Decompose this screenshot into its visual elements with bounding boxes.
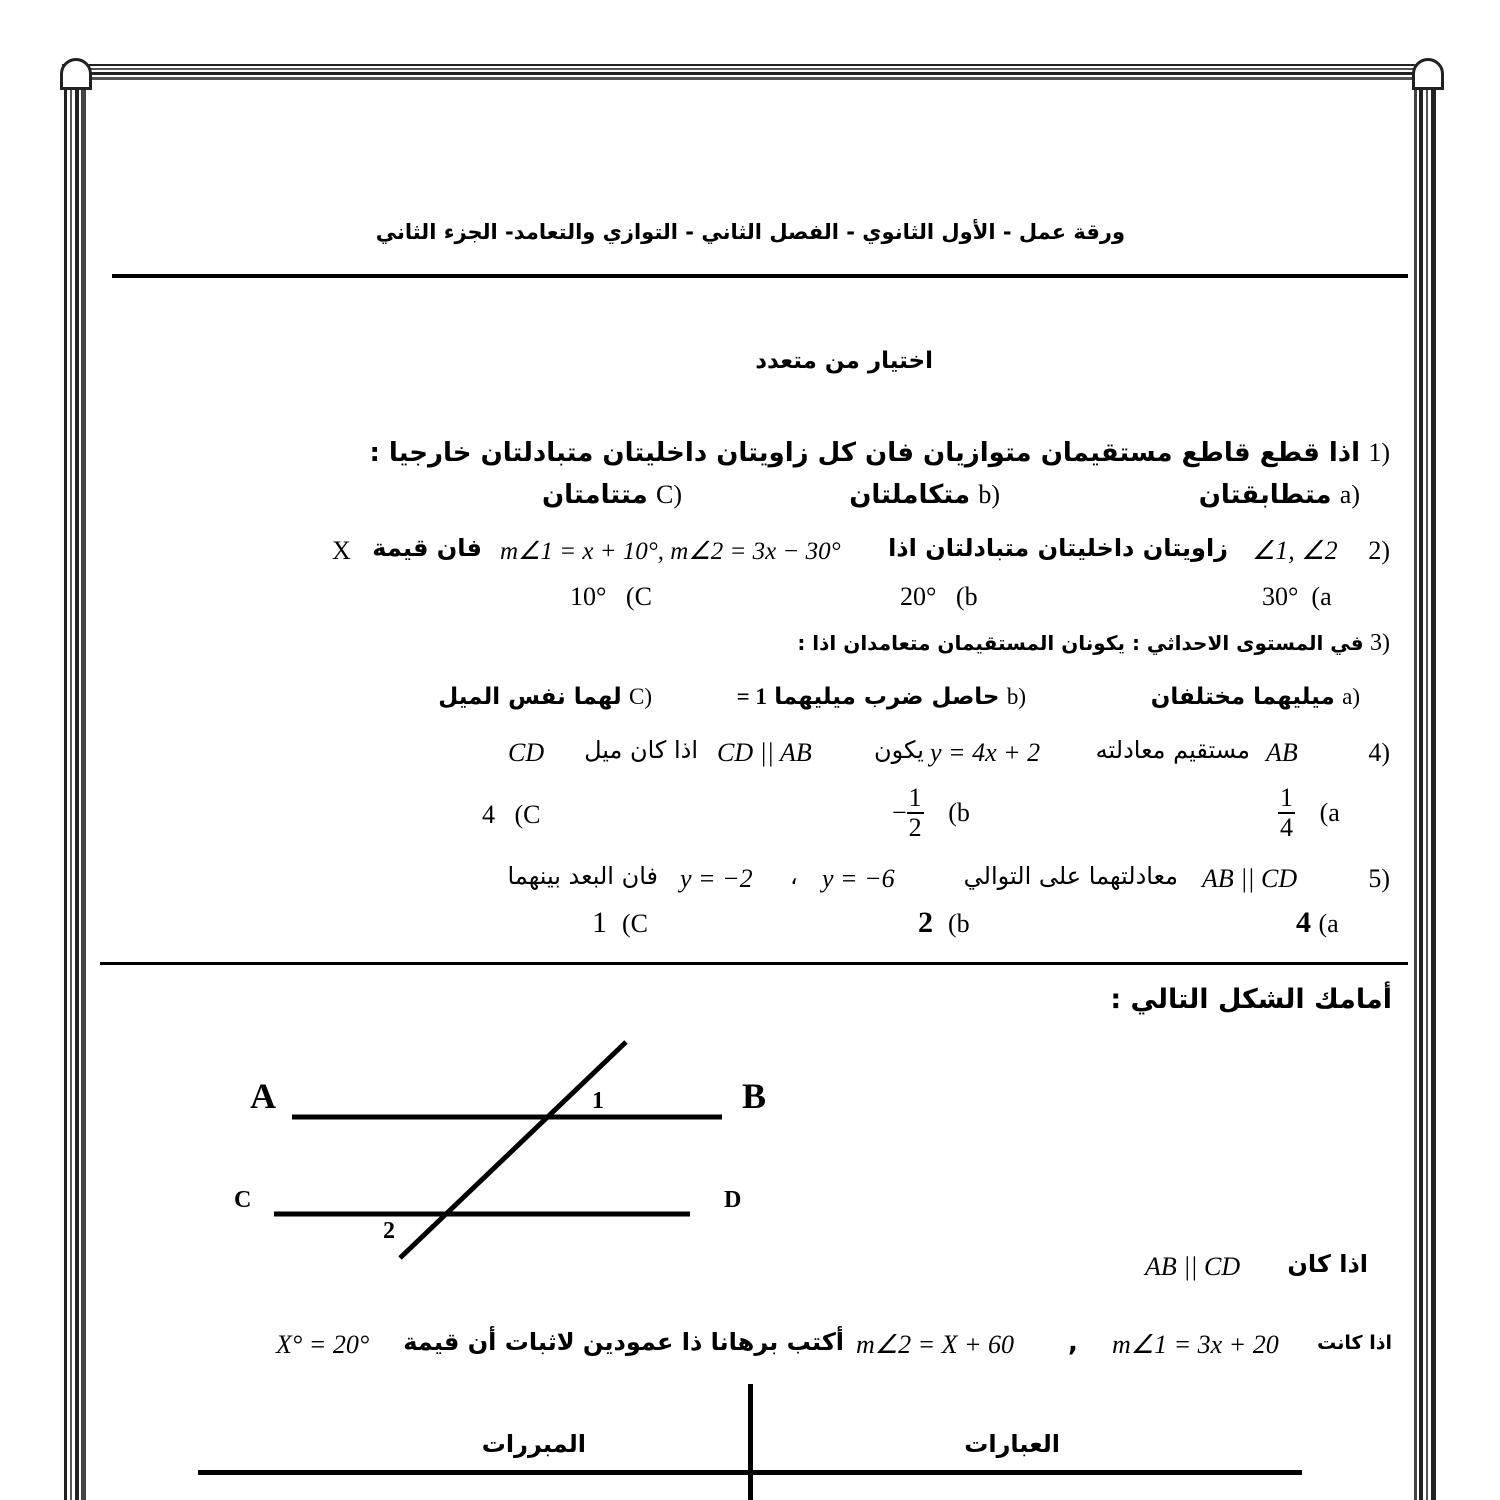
q2-equation: m∠1 = x + 10°, m∠2 = 3x − 30° — [500, 538, 841, 565]
q2-option-c: 10° (C — [570, 582, 652, 611]
q2-option-a: 30° (a — [1262, 582, 1332, 611]
q4-ab: AB — [1266, 738, 1298, 767]
q2-text-find: فان قيمة — [372, 534, 482, 562]
q4-equation: y = 4x + 2 — [930, 738, 1041, 767]
question-3: 3) في المستوى الاحداثي : يكونان المستقيمان متعامدان اذا : — [797, 630, 1390, 656]
question-number: 2) — [1368, 536, 1390, 565]
q1-option-b: b) متكاملتان — [849, 480, 1000, 510]
fraction: $\frac{1}{2}$ — [908, 783, 922, 842]
page-border-right — [1414, 64, 1436, 1500]
question-number: 4) — [1368, 738, 1390, 767]
q5-option-c: 1 (C — [592, 906, 648, 939]
q2-angles: ∠1, ∠2 — [1252, 536, 1338, 565]
proof-comma: , — [1068, 1328, 1078, 1358]
q4-text3: اذا كان ميل — [584, 736, 698, 764]
label-c: C — [234, 1187, 252, 1213]
angle-1-label: 1 — [592, 1088, 604, 1114]
q5-option-b: 2 (b — [918, 906, 970, 939]
q3-option-b: b) حاصل ضرب ميليهما = 1 — [736, 684, 1026, 710]
given-text: اذا كان — [1287, 1250, 1368, 1278]
q2-variable: X — [332, 536, 351, 565]
section-title-multiple-choice: اختيار من متعدد — [755, 348, 933, 374]
q5-parallel: AB || CD — [1202, 864, 1298, 893]
q5-eq1: y = −6 — [822, 864, 895, 893]
q4-option-c: 4 (C — [482, 800, 541, 829]
section-divider — [100, 962, 1408, 965]
angle-2-label: 2 — [383, 1218, 395, 1244]
q5-separator: ، — [790, 862, 798, 890]
question-number: 5) — [1368, 864, 1390, 893]
q5-text1: معادلتهما على التوالي — [963, 862, 1178, 890]
proof-table-header-rule — [198, 1470, 1302, 1475]
q5-text2: فان البعد بينهما — [507, 862, 658, 890]
q1-option-c: C) متتامتان — [541, 480, 682, 510]
proof-intro: اذا كانت — [1317, 1332, 1392, 1354]
given-parallel: AB || CD — [1145, 1252, 1241, 1281]
q1-option-a: a) متطابقتان — [1198, 480, 1360, 510]
proof-eq1: m∠1 = 3x + 20 — [1112, 1330, 1279, 1359]
q3-option-c: C) لهما نفس الميل — [438, 684, 652, 710]
label-b: B — [742, 1076, 767, 1116]
q2-text: زاويتان داخليتان متبادلتان اذا — [888, 534, 1228, 562]
transversal-line — [400, 1042, 626, 1258]
q4-parallel: CD || AB — [717, 738, 812, 767]
q4-text1: مستقيم معادلته — [1095, 736, 1250, 764]
q5-eq2: y = −2 — [680, 864, 753, 893]
q4-text2: يكون — [874, 736, 924, 764]
q2-option-b: 20° (b — [900, 582, 978, 611]
proof-eq2: m∠2 = X + 60 — [856, 1330, 1015, 1359]
header-divider — [112, 274, 1408, 278]
q4-cd: CD — [508, 738, 545, 767]
proof-table-column-divider — [748, 1384, 753, 1500]
q3-option-a: a) ميليهما مختلفان — [1150, 684, 1360, 710]
proof-instruction: أكتب برهانا ذا عمودين لاثبات أن قيمة — [403, 1328, 844, 1356]
proof-target: X° = 20° — [276, 1330, 370, 1359]
proof-table-header-statements: العبارات — [964, 1430, 1060, 1458]
proof-table-header-reasons: المبررات — [481, 1430, 586, 1458]
border-corner-ornament — [1412, 58, 1444, 90]
question-1 — [369, 438, 1390, 468]
page-title: ورقة عمل - الأول الثانوي - الفصل الثاني - التوازي والتعامد- الجزء الثاني — [375, 220, 1125, 244]
q4-option-b: − $\frac{1}{2}$ (b — [892, 783, 970, 842]
section-title-figure: أمامك الشكل التالي : — [1110, 984, 1392, 1015]
fraction: $\frac{1}{4}$ — [1280, 783, 1293, 842]
page-border-left — [64, 64, 86, 1500]
parallel-lines-figure — [200, 1030, 800, 1280]
question-number: 1) — [1368, 438, 1390, 467]
label-d: D — [724, 1187, 742, 1213]
q4-option-a: $\frac{1}{4}$ (a — [1280, 783, 1340, 842]
page-border-top — [62, 64, 1438, 80]
q5-option-a: 4 (a — [1296, 906, 1339, 939]
label-a: A — [250, 1076, 276, 1116]
question-text: اذا قطع قاطع مستقيمان متوازيان فان كل زاويتان داخليتان متبادلتان خارجيا : — [369, 438, 1361, 468]
border-corner-ornament — [60, 58, 92, 90]
